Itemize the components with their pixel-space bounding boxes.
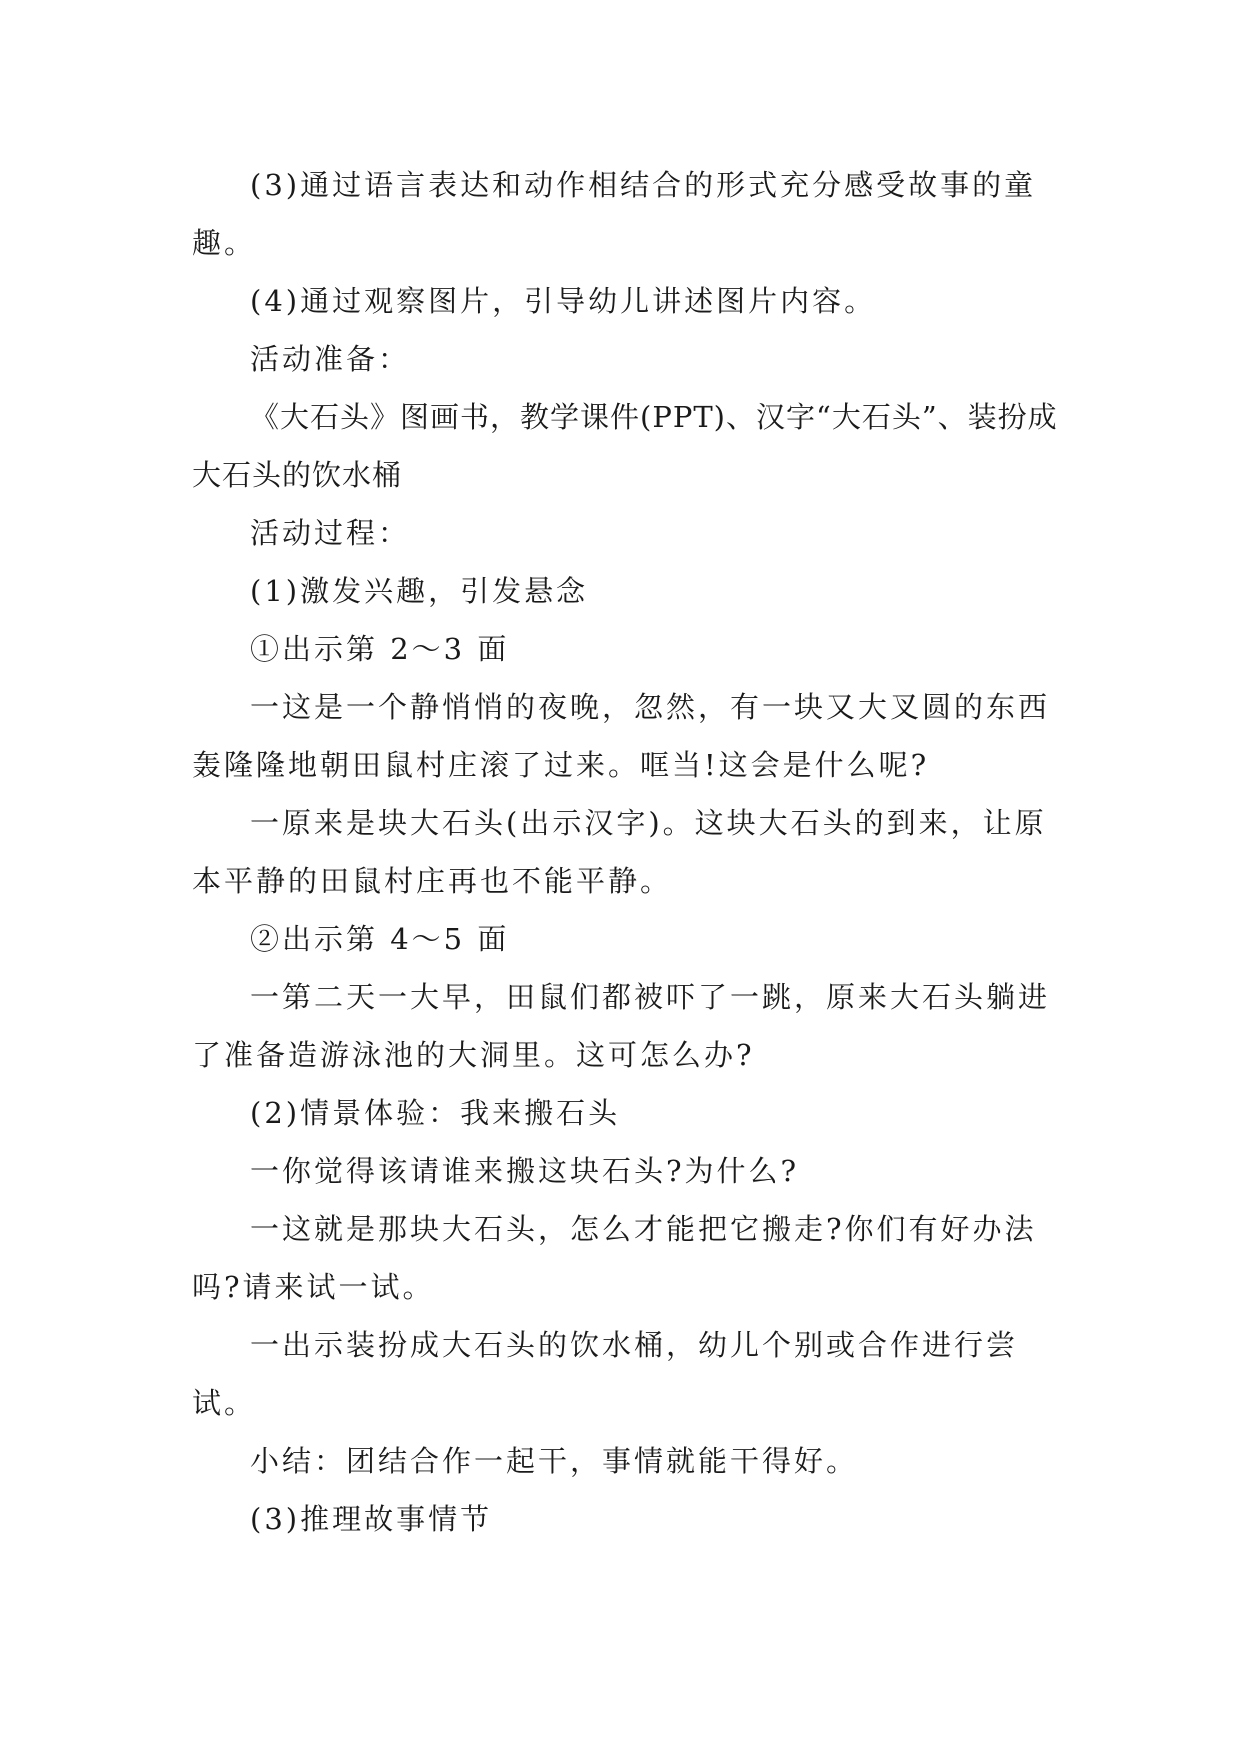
paragraph-step-2: (2)情景体验：我来搬石头 xyxy=(250,1096,621,1130)
paragraph-big-stone: 一原来是块大石头(出示汉字)。这块大石头的到来，让原本平静的田鼠村庄再也不能平静。 xyxy=(192,806,1047,898)
paragraph-how-to-move: 一这就是那块大石头，怎么才能把它搬走?你们有好办法吗?请来试一试。 xyxy=(192,1212,1037,1304)
heading-process: 活动过程： xyxy=(250,516,411,550)
paragraph-step-1: (1)激发兴趣，引发悬念 xyxy=(250,574,589,608)
paragraph-goal-3: (3)通过语言表达和动作相结合的形式充分感受故事的童趣。 xyxy=(192,168,1037,260)
paragraph-preparation-items: 《大石头》图画书，教学课件(PPT)、汉字“大石头”、装扮成大石头的饮水桶 xyxy=(192,400,1058,492)
paragraph-step-3: (3)推理故事情节 xyxy=(250,1502,493,1536)
paragraph-goal-4: (4)通过观察图片，引导幼儿讲述图片内容。 xyxy=(250,284,877,318)
paragraph-next-morning: 一第二天一大早，田鼠们都被吓了一跳，原来大石头躺进了准备造游泳池的大洞里。这可怎么办? xyxy=(192,980,1051,1072)
heading-preparation: 活动准备： xyxy=(250,342,411,376)
paragraph-show-page-4-5: ②出示第 4～5 面 xyxy=(250,922,510,956)
paragraph-night-story: 一这是一个静悄悄的夜晚，忽然，有一块又大叉圆的东西轰隆隆地朝田鼠村庄滚了过来。哐当!这会是什么呢? xyxy=(192,690,1051,782)
document-body xyxy=(192,156,1072,1548)
paragraph-water-bucket: 一出示装扮成大石头的饮水桶，幼儿个别或合作进行尝试。 xyxy=(192,1328,1019,1420)
paragraph-show-page-2-3: ①出示第 2～3 面 xyxy=(250,632,510,666)
paragraph-summary: 小结：团结合作一起干，事情就能干得好。 xyxy=(250,1444,859,1478)
paragraph-who-moves: 一你觉得该请谁来搬这块石头?为什么? xyxy=(250,1154,800,1188)
